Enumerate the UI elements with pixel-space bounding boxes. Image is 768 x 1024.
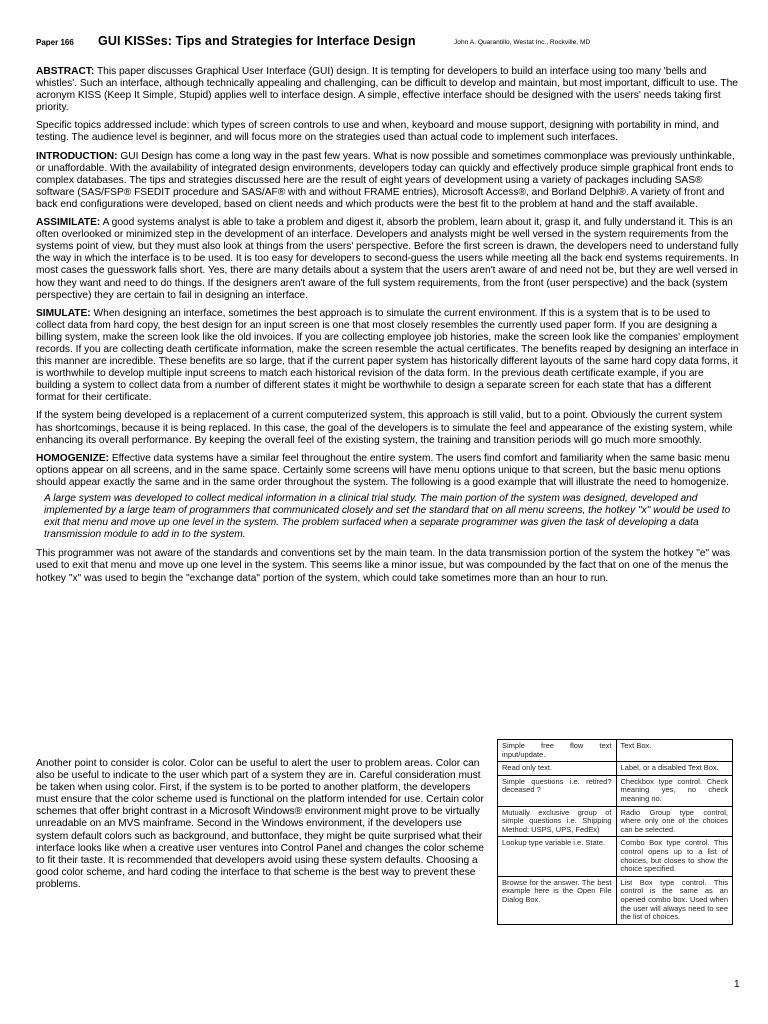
simulate-text: When designing an interface, sometimes the best approach is to simulate the current environment. If this is a system that is to be used to collect data from hard copy, the best design for an input screen is one that most closely resembles the currently used paper form. If you are designing a billing system, make the screen look like the old invoices. If you are collecting employee job histories, make the screen look like the companies' employment records. If you are collecting death certificate information, make the screen resemble the actual certificates. The benefits reaped by designing an interface in this manner are incredible. These benefits are so large, that if the current paper system has historically different layouts of the same hard copy data forms, it is worthwhile to develop multiple input screens to match each historical revision of the data form. In the previous death certificate example, if you are building a system to collect data from a number of different states it might be worthwhile to design a separate screen for each state that has a different format for their certificate. (36, 307, 739, 404)
use-cell: Simple free flow text input/update. (498, 740, 617, 762)
control-cell: Checkbox type control. Check meaning yes, no check meaning no. (616, 775, 733, 806)
use-cell: Mutually exclusive group of simple questions i.e. Shipping Method: USPS, UPS, FedEx) (498, 806, 617, 837)
paper-number: Paper 166 (36, 38, 74, 47)
homogenize-text: Effective data systems have a similar feel throughout the entire system. The users find comfort and familiarity when the same basic menu options appear on all screens, and in the same space. Certainly some screens will have menu options unique to that screen, but the basic menu options should appear exactly the same and in the same order throughout the system. The following is a good example that will illustrate the need to homogenize. (36, 452, 730, 488)
abstract-text: This paper discusses Graphical User Interface (GUI) design. It is tempting for developers to build an interface using too many 'bells and whistles'. Such an interface, although technically appealing and challenging, can be difficult to develop and maintain, but most important, difficult to use. The acronym KISS (Keep It Simple, Stupid) applies well to interface design. A simple, effective interface should be designed with the users' needs taking first priority. (36, 66, 738, 114)
assimilate-text: A good systems analyst is able to take a problem and digest it, absorb the problem, learn about it, grasp it, and fully understand it. This is an often overlooked or minimized step in the development of an interface. Developers and analysts might be well versed in the system requirements from the systems point of view, but they must also look at things from the users' perspective. Before the first screen is drawn, the developers need to understand fully the way in which the interface is to be used. It is too easy for developers to second-guess the users while meeting all the back end systems requirements. In most cases the guesswork falls short. Yes, there are many details about a system that the users aren't aware of and need not be, but they are well versed in how they want and need to do things. If the designers aren't aware of the full system requirements, from the front (user perspective) and the back (system perspective) they are certain to fail in designing an interface. (36, 217, 739, 301)
example-quote: A large system was developed to collect medical information in a clinical trial study. The main portion of the system was designed, developed and implemented by a large team of programmers that communicated closely and set the standard that on all menu screens, the hotkey "x" would be used to exit that menu and move up one level in the system. The problem surfaced when a separate programmer was given the task of developing a data transmission module to add in to the system. (44, 493, 731, 541)
color-section (36, 758, 488, 891)
table-row (498, 762, 733, 776)
table-row (498, 876, 733, 924)
programmer-paragraph: This programmer was not aware of the standards and conventions set by the main team. In the data transmission portion of the system the hotkey "e" was used to exit that menu and move up one level in the system. This seems like a minor issue, but was compounded by the fact that on one of the menus the hotkey "x" was used to begin the "exchange data" portion of the system, which could take sometimes more than an hour to run. (36, 548, 731, 584)
homogenize-label: HOMOGENIZE: (36, 452, 110, 464)
table-row (498, 837, 733, 876)
use-cell: Simple questions i.e. retired? deceased ? (498, 775, 617, 806)
introduction-label: INTRODUCTION: (36, 150, 118, 162)
introduction-text: GUI Design has come a long way in the past few years. What is now possible and sometimes commonplace was previously unthinkable, or unaffordable. With the availability of integrated design environments, developers today can quickly and effectively produce simple graphical front ends to complex databases. The tips and strategies discussed here are the result of eight years of development using a variety of packages including SAS® software (SAS/FSP® FSEDIT procedure and SAS/AF® with and without FRAME entries), Microsoft Access®, and Borland Delphi®. A variety of front and back end configurations were developed, based on client needs and which products were the best fit to the problem at hand and the staff available. (36, 150, 735, 210)
control-cell: Text Box. (616, 740, 733, 762)
topics-paragraph: Specific topics addressed include: which types of screen controls to use and when, keyboard and mouse support, designing with portability in mind, and testing. The audience level is beginner, and will focus more on the strategies used than actual code to implement such interfaces. (36, 120, 719, 144)
simulate-label: SIMULATE: (36, 307, 91, 319)
control-cell: List Box type control. This control is the same as an opened combo box. Used when the user will always need to see the list of choices. (616, 876, 733, 924)
table-row (498, 806, 733, 837)
assimilate-paragraph (36, 217, 741, 302)
table-row (498, 740, 733, 762)
control-cell: Label, or a disabled Text Box. (616, 762, 733, 776)
table-row (498, 775, 733, 806)
use-cell: Browse for the answer. The best example here is the Open File Dialog Box. (498, 876, 617, 924)
simulate-paragraph (36, 308, 741, 405)
assimilate-label: ASSIMILATE: (36, 217, 101, 229)
control-cell: Radio Group type control, where only one of the choices can be selected. (616, 806, 733, 837)
control-type-table (497, 739, 733, 925)
abstract-paragraph (36, 66, 741, 114)
replacement-paragraph: If the system being developed is a replacement of a current computerized system, this approach is still valid, but to a point. Obviously the current system has shortcomings, because it is being replaced. In this case, the goal of the developers is to simulate the feel and appearance of the existing system, while enhancing its overall performance. By keeping the overall feel of the existing system, the training and transition periods will go much more smoothly. (36, 410, 733, 446)
abstract-label: ABSTRACT: (36, 66, 95, 77)
paper-author: John A. Quarantillo, Westat Inc., Rockville, MD (454, 39, 591, 46)
paper-title: GUI KISSes: Tips and Strategies for Interface Design (98, 34, 416, 48)
paper-body (36, 66, 741, 591)
paper-header (36, 34, 736, 54)
use-cell: Read only text. (498, 762, 617, 776)
use-cell: Lookup type variable i.e. State. (498, 837, 617, 876)
color-paragraph: Another point to consider is color. Color can be useful to alert the user to problem areas. Color can also be useful to indicate to the user which part of a system they are in. Careful consideration must be taken when using color. First, if the system is to be ported to another platform, the developers must ensure that the color scheme used is functional on the platform intended for use. Certain color schemes that offer bright contrast in a Microsoft Windows® environment might prove to be virtually unreadable on an MVS mainframe. Second in the Windows environment, if the developers use system default colors such as background, and buttonface, they might be quite surprised what their interface looks like when a creative user ventures into Control Panel and changes the color scheme to fit their taste. It is recommended that developers avoid using these system defaults. Choosing a good color scheme, and hard coding the interface to that scheme is the best way to prevent these problems. (36, 758, 484, 890)
introduction-paragraph (36, 151, 741, 211)
page-number: 1 (734, 979, 740, 990)
homogenize-paragraph (36, 453, 741, 489)
control-cell: Combo Box type control. This control opens up to a list of choices, but closes to show the choice specified. (616, 837, 733, 876)
